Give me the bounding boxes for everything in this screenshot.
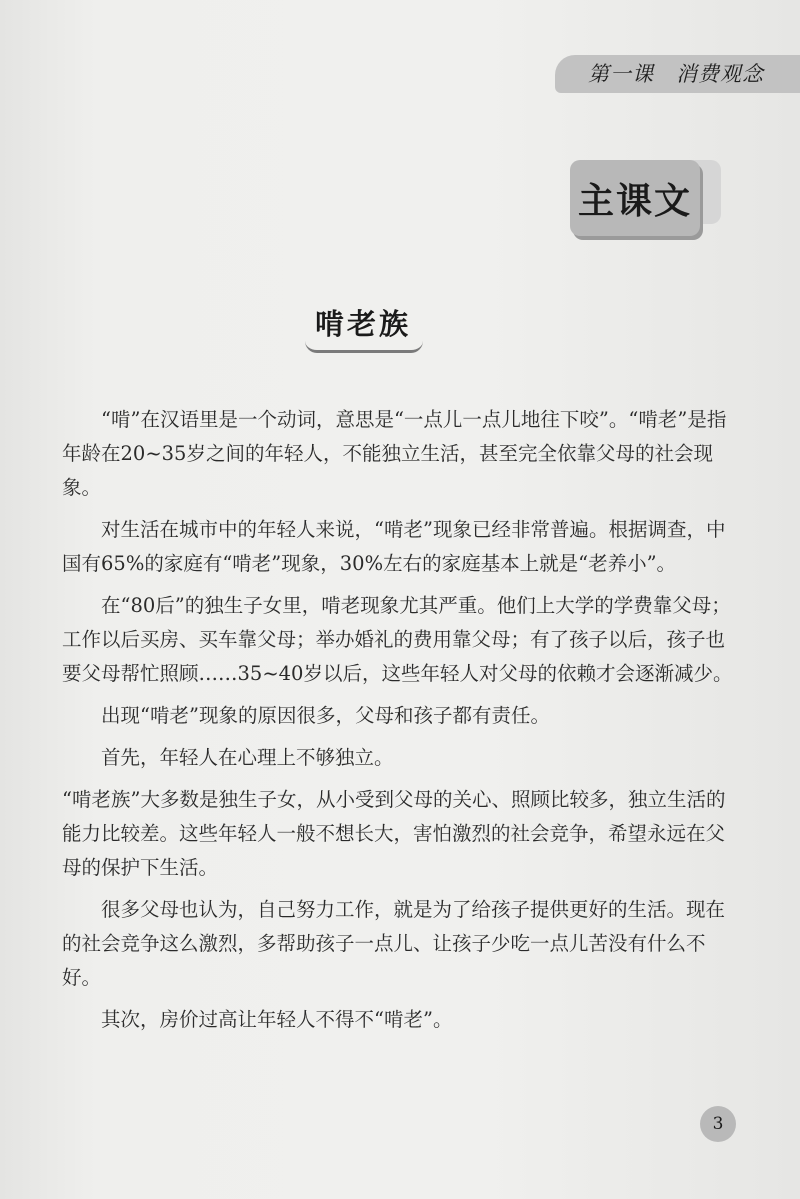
paragraph-4: 出现“啃老”现象的原因很多，父母和孩子都有责任。 [101,704,550,727]
page-number: 3 [700,1106,736,1142]
lesson-title-block [305,298,423,352]
paragraph-6: “啃老族”大多数是独生子女，从小受到父母的关心、照顾比较多，独立生活的能力比较差。这些年轻人一般不想长大，害怕激烈的社会竞争，希望永远在父母的保护下生活。 [62,788,726,879]
lesson-text [62,403,740,1045]
paragraph-8: 其次，房价过高让年轻人不得不“啃老”。 [101,1008,453,1031]
section-badge [570,160,700,236]
lesson-title: 啃老族 [315,307,412,341]
chapter-header: 第一课 消费观念 [588,62,764,86]
paragraph-1: “啃”在汉语里是一个动词，意思是“一点儿一点儿地往下咬”。“啃老”是指年龄在20~35岁之间的年轻人，不能独立生活，甚至完全依靠父母的社会现象。 [62,408,727,499]
paragraph-3: 在“80后”的独生子女里，啃老现象尤其严重。他们上大学的学费靠父母；工作以后买房、买车靠父母；举办婚礼的费用靠父母；有了孩子以后，孩子也要父母帮忙照顾……35~40岁以后，这些年轻人对父母的依赖才会逐渐减少。 [62,594,733,685]
section-badge-label: 主课文 [577,180,692,222]
paragraph-2: 对生活在城市中的年轻人来说，“啃老”现象已经非常普遍。根据调查，中国有65%的家庭有“啃老”现象，30%左右的家庭基本上就是“老养小”。 [62,518,726,575]
title-underline [305,340,423,353]
paragraph-5: 首先，年轻人在心理上不够独立。 [101,746,394,769]
paragraph-7: 很多父母也认为，自己努力工作，就是为了给孩子提供更好的生活。现在的社会竞争这么激烈，多帮助孩子一点儿、让孩子少吃一点儿苦没有什么不好。 [62,898,726,989]
